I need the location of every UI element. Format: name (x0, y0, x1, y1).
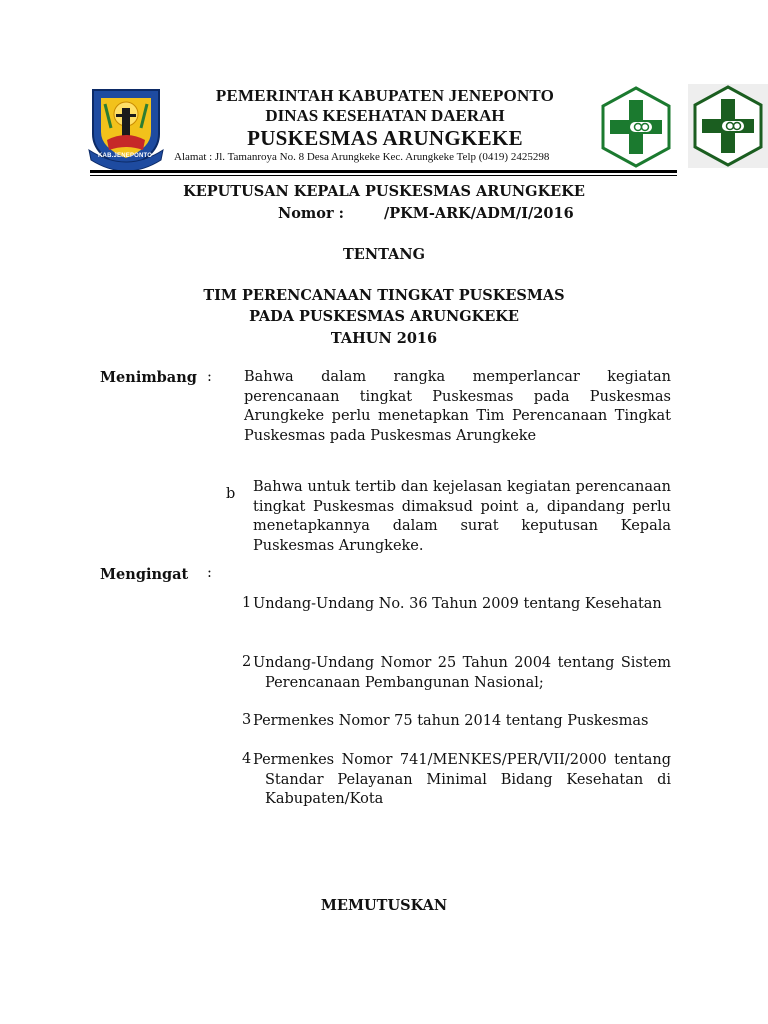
decree-number-label: Nomor : (278, 205, 344, 222)
puskesmas-logo-secondary-frame (688, 84, 768, 168)
decree-title: KEPUTUSAN KEPALA PUSKESMAS ARUNGKEKE (183, 183, 585, 200)
kabupaten-jeneponto-emblem (87, 84, 165, 174)
menimbang-item-a: Bahwa dalam rangka memperlancar kegiatan perencanaan tingkat Puskesmas pada Puskesmas Arungkeke perlu menetapkan Tim Perencanaan Tingkat Puskesmas pada Puskesmas Arungkeke (244, 369, 671, 444)
menimbang-label: Menimbang (100, 369, 197, 386)
letterhead-rule-thick (90, 170, 677, 173)
decree-number (278, 205, 574, 222)
mengingat-label: Mengingat (100, 566, 189, 583)
mengingat-item-2: Undang-Undang Nomor 25 Tahun 2004 tentang Sistem Perencanaan Pembangunan Nasional; (253, 655, 671, 691)
subject-line-1: TIM PERENCANAAN TINGKAT PUSKESMAS (203, 287, 565, 304)
decree-number-value: /PKM-ARK/ADM/I/2016 (383, 205, 574, 222)
mengingat-item-4: Permenkes Nomor 741/MENKES/PER/VII/2000 tentang Standar Pelayanan Minimal Bidang Kesehatan di Kabupaten/Kota (253, 752, 671, 808)
emblem-ribbon-text: KAB.JENEPONTO (98, 153, 153, 159)
mengingat-colon: : (207, 565, 212, 581)
mengingat-item-1: Undang-Undang No. 36 Tahun 2009 tentang Kesehatan (253, 596, 662, 612)
kop-government-name: PEMERINTAH KABUPATEN JENEPONTO (215, 86, 555, 105)
subject-line-2: PADA PUSKESMAS ARUNGKEKE (249, 308, 519, 325)
mengingat-item-2-marker: 2 (242, 654, 252, 670)
menimbang-item-b-marker: b (226, 486, 236, 502)
tentang-heading: TENTANG (343, 246, 425, 263)
kop-address: Alamat : Jl. Tamanroya No. 8 Desa Arungkeke Kec. Arungkeke Telp (0419) 2425298 (174, 151, 550, 163)
mengingat-item-3-marker: 3 (242, 712, 252, 728)
menimbang-colon: : (207, 369, 212, 385)
letterhead-rule-thin (90, 175, 677, 176)
mengingat-item-3: Permenkes Nomor 75 tahun 2014 tentang Puskesmas (253, 713, 649, 729)
kop-puskesmas-name: PUSKESMAS ARUNGKEKE (247, 126, 523, 150)
subject-year: TAHUN 2016 (330, 330, 438, 347)
menimbang-item-b: Bahwa untuk tertib dan kejelasan kegiatan perencanaan tingkat Puskesmas dimaksud point a, dipandang perlu menetapkannya dalam surat keputusan Kepala Puskesmas Arungkeke. (253, 479, 671, 554)
puskesmas-logo-secondary (692, 85, 764, 167)
kop-department-name: DINAS KESEHATAN DAERAH (265, 106, 505, 125)
mengingat-item-1-marker: 1 (242, 595, 252, 611)
puskesmas-logo (600, 86, 672, 168)
memutuskan-heading: MEMUTUSKAN (320, 897, 448, 914)
mengingat-item-4-marker: 4 (242, 751, 252, 767)
